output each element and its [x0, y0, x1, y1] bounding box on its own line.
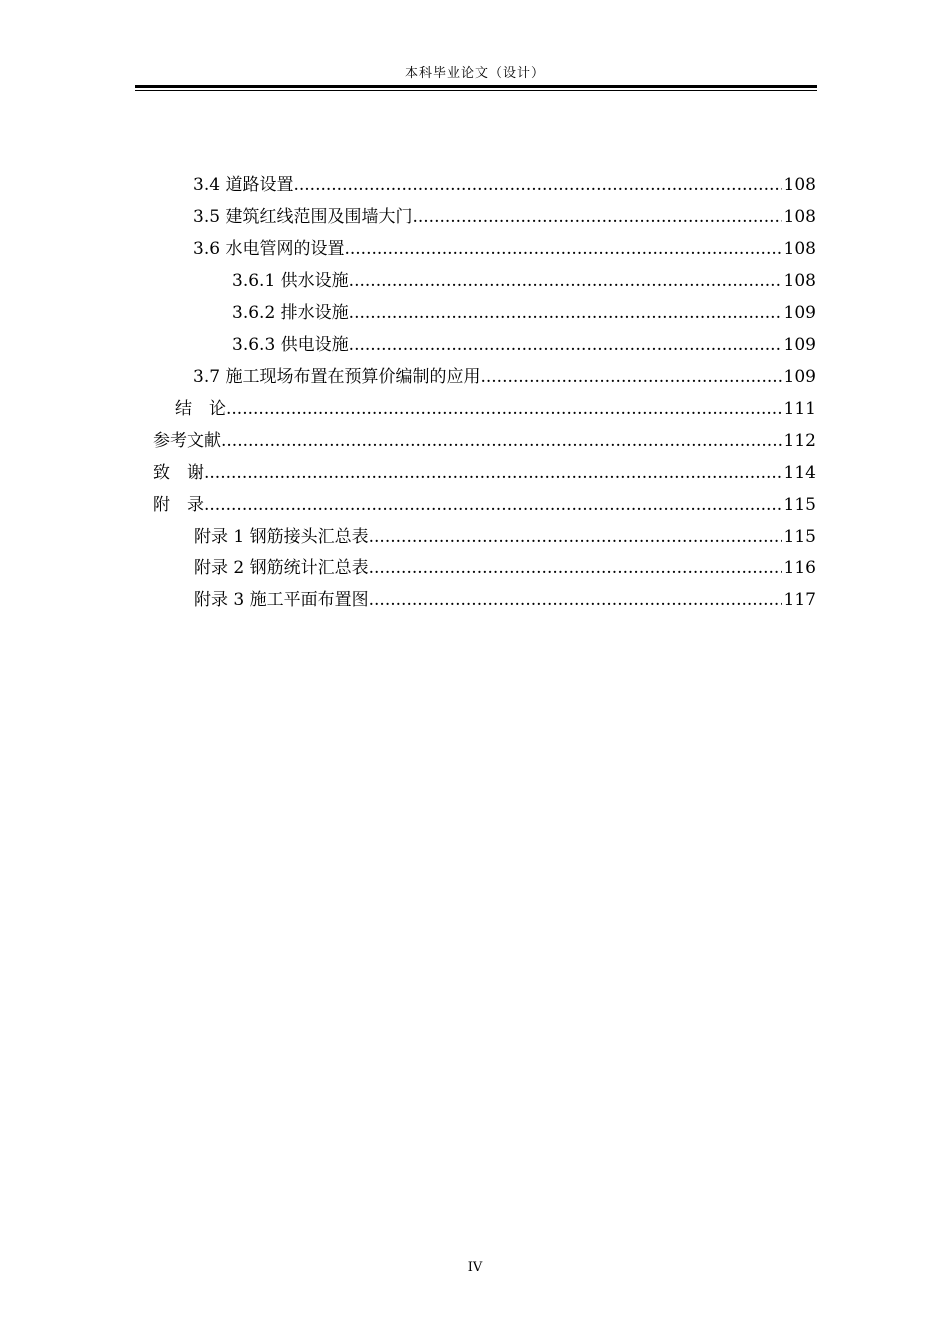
toc-entry-page: 108 — [783, 175, 816, 195]
toc-entry-label: 附 录 — [153, 495, 204, 515]
toc-entry-page: 114 — [783, 463, 816, 483]
footer-page-number: IV — [467, 1260, 483, 1275]
toc-entry-acknowledgements[interactable] — [153, 458, 816, 488]
header-rule-thin — [135, 90, 817, 91]
toc-leader-dots — [369, 553, 782, 583]
toc-leader-dots — [221, 426, 782, 456]
toc-entry-page: 108 — [783, 207, 816, 227]
toc-leader-dots — [369, 585, 782, 615]
toc-entry-page: 108 — [783, 271, 816, 291]
toc-leader-dots — [349, 298, 782, 328]
toc-entry-label: 参考文献 — [153, 431, 221, 451]
toc-leader-dots — [412, 202, 781, 232]
toc-entry-3-6-2[interactable] — [232, 298, 816, 328]
toc-entry-appendix-1[interactable] — [194, 522, 816, 552]
toc-entry-label: 附录 2 钢筋统计汇总表 — [194, 558, 369, 578]
toc-entry-label: 致 谢 — [153, 463, 204, 483]
toc-leader-dots — [226, 394, 782, 424]
toc-entry-page: 108 — [783, 239, 816, 259]
toc-entry-page: 116 — [783, 558, 816, 578]
toc-leader-dots — [204, 490, 782, 520]
toc-entry-label: 3.6.3 供电设施 — [232, 335, 349, 355]
toc-entry-references[interactable] — [153, 426, 816, 456]
toc-entry-page: 115 — [783, 527, 816, 547]
toc-entry-label: 3.6.1 供水设施 — [232, 271, 349, 291]
toc-entry-label: 3.6.2 排水设施 — [232, 303, 349, 323]
toc-leader-dots — [369, 522, 782, 552]
toc-entry-label: 附录 1 钢筋接头汇总表 — [194, 527, 369, 547]
toc-entry-page: 109 — [783, 335, 816, 355]
toc-entry-page: 112 — [783, 431, 816, 451]
toc-entry-appendix[interactable] — [153, 490, 816, 520]
toc-entry-label: 3.7 施工现场布置在预算价编制的应用 — [193, 367, 481, 387]
header-rule — [135, 85, 817, 88]
toc-leader-dots — [349, 266, 782, 296]
toc-entry-label: 3.4 道路设置 — [193, 175, 294, 195]
toc-entry-appendix-2[interactable] — [194, 553, 816, 583]
toc-entry-label: 3.5 建筑红线范围及围墙大门 — [193, 207, 413, 227]
toc-entry-label: 附录 3 施工平面布置图 — [194, 590, 369, 610]
toc-entry-3-4[interactable] — [193, 170, 816, 200]
toc-leader-dots — [293, 170, 781, 200]
toc-entry-3-7[interactable] — [193, 362, 816, 392]
header-title: 本科毕业论文（设计） — [404, 66, 545, 81]
toc-entry-page: 109 — [783, 303, 816, 323]
toc-entry-conclusion[interactable] — [175, 394, 816, 424]
toc-entry-3-6-1[interactable] — [232, 266, 816, 296]
toc-entry-appendix-3[interactable] — [194, 585, 816, 615]
toc-leader-dots — [480, 362, 781, 392]
toc-leader-dots — [349, 330, 782, 360]
toc-entry-page: 109 — [783, 367, 816, 387]
toc-entry-label: 3.6 水电管网的设置 — [193, 239, 345, 259]
toc-entry-page: 115 — [783, 495, 816, 515]
toc-entry-3-6[interactable] — [193, 234, 816, 264]
toc-entry-page: 111 — [783, 399, 816, 419]
toc-entry-page: 117 — [783, 590, 816, 610]
toc-entry-3-5[interactable] — [193, 202, 816, 232]
toc-leader-dots — [344, 234, 781, 264]
toc-entry-3-6-3[interactable] — [232, 330, 816, 360]
toc-entry-label: 结 论 — [175, 399, 226, 419]
toc-leader-dots — [204, 458, 782, 488]
